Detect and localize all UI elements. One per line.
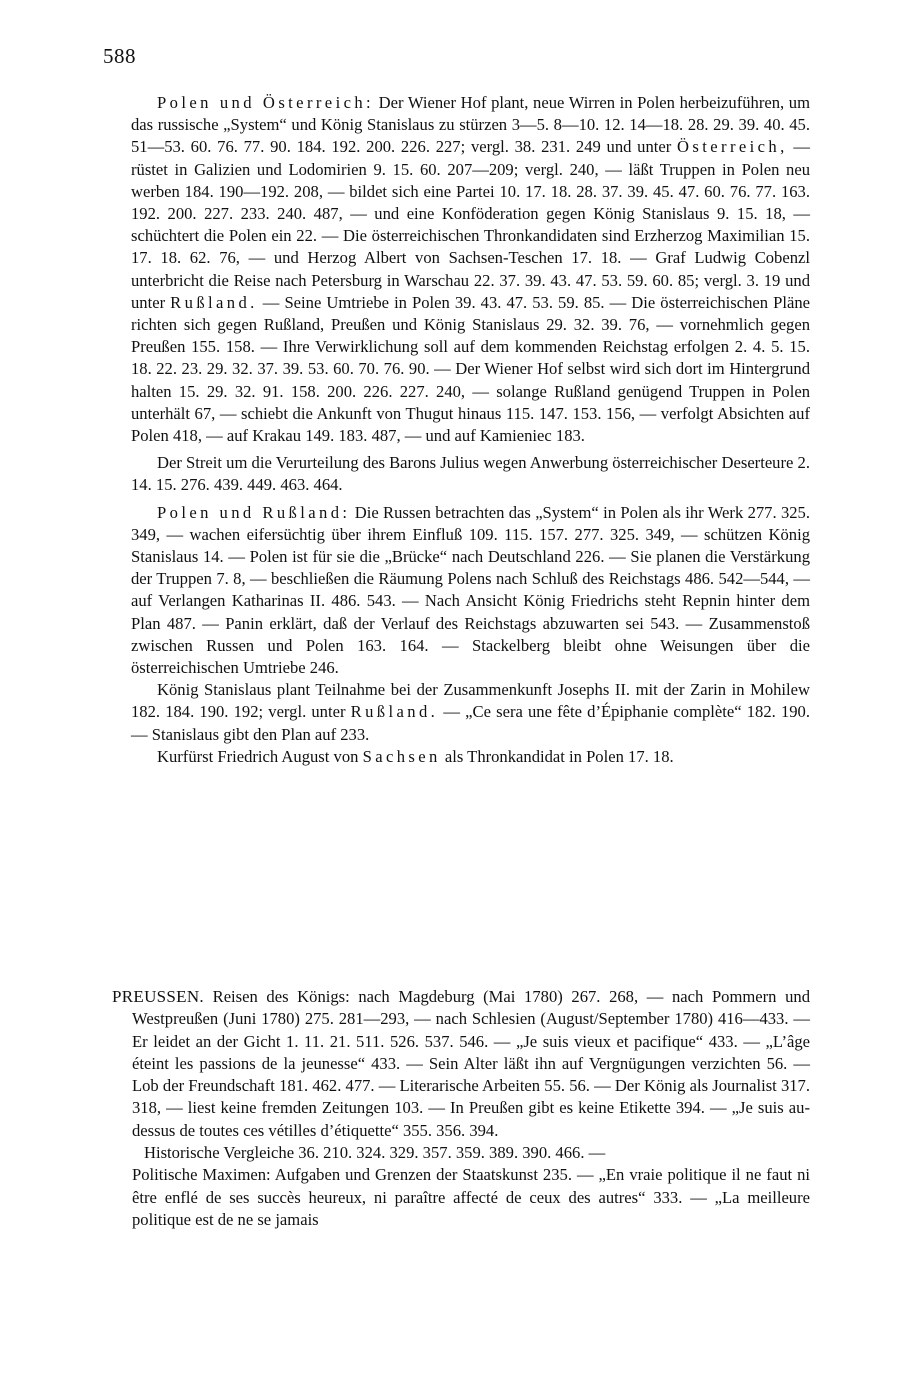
paragraph-text: — rüstet in Galizien und Lodomirien 9. 15. 60. 207—209; vergl. 240, — läßt Truppen in Polen neu werben 184. 190—192. 208, — bildet sich eine Partei 10. 17. 18. 28. 37. 39. 45. 47. 60. 76. 77. 163. 192. 200. 227. 233. 240. 487, — und eine Konföderation gegen König Stanislaus 9. 15. 18, — schüchtert die Polen ein 22. — Die österreichischen Thronkandidaten sind Erzherzog Maximilian 15. 17. 18. 62. 76, — und Herzog Albert von Sachsen-Teschen 17. 18. — Graf Ludwig Cobenzl unterbricht die Reise nach Petersburg in Warschau 22. 37. 39. 43. 47. 53. 59. 60. 85; vergl. 3. 19 und unter bbox=[131, 137, 810, 312]
paragraph-text: König Stanislaus plant Teilnahme bei der Zusammenkunft Josephs II. mit der Zarin in Mohilew 182. 184. 190. 192; vergl. unter bbox=[131, 680, 810, 722]
paragraph-text: Die Russen betrachten das „System“ in Polen als ihr Werk 277. 325. 349, — wachen eifersüchtig über ihrem Einfluß 109. 115. 157. 277. 325. 349, — schützen König Stanislaus 14. — Polen ist für sie die „Brücke“ nach Deutschland 226. — Sie planen die Verstärkung der Truppen 7. 8, — beschließen die Räumung Polens nach Schluß des Reichstags 486. 542—544, — auf Verlangen Katharinas II. 486. 543. — Nach Ansicht König Friedrichs steht Repnin hinter dem Plan 487. — Panin erklärt, daß der Verlauf des Reichstags abzuwarten sei 543. — Zusammenstoß zwischen Russen und Polen 163. 164. — Stackelberg bleibt ohne Weisungen über die österreichischen Umtriebe 246. bbox=[131, 502, 810, 678]
entry-preussen bbox=[112, 986, 810, 1231]
cross-reference: Österreich, bbox=[677, 137, 788, 157]
paragraph-polen-russland bbox=[131, 502, 810, 680]
paragraph-text: — „Ce sera une fête d’Épiphanie complète“ 182. 190. — Stanislaus gibt den Plan auf 233. bbox=[131, 702, 810, 744]
section-label-russland: Polen und Rußland: bbox=[157, 502, 351, 522]
paragraph-text: — Seine Umtriebe in Polen 39. 43. 47. 53. 59. 85. — Die österreichischen Pläne richten sich gegen Rußland, Preußen und König Stanislaus 29. 32. 39. 76, — vornehmlich gegen Preußen 155. 158. — Ihre Verwirklichung soll auf dem kommenden Reichstag erfolgen 2. 4. 5. 15. 18. 22. 23. 29. 32. 37. 39. 53. 60. 70. 76. 90. — Der Wiener Hof selbst wird sich dort im Hintergrund halten 15. 29. 32. 91. 158. 200. 226. 227. 240, — solange Rußland genügend Truppen in Polen unterhält 67, — schiebt die Ankunft von Thugut hinaus 115. 147. 153. 156, — verfolgt Absichten auf Polen 418, — auf Krakau 149. 183. 487, — und auf Kamieniec 183. bbox=[131, 292, 810, 446]
paragraph-text: Der Wiener Hof plant, neue Wirren in Polen herbeizuführen, um das russische „System“ und König Stanislaus zu stürzen 3—5. 8—10. 12. 14—18. 28. 29. 39. 40. 45. 51—53. 60. 76. 77. 90. 184. 192. 200. 226. 227; vergl. 38. 231. 249 und unter bbox=[131, 93, 811, 157]
paragraph-streit: Der Streit um die Verurteilung des Barons Julius wegen Anwerbung österreichischer Deserteure 2. 14. 15. 276. 439. 449. 463. 464. bbox=[131, 453, 810, 495]
index-body bbox=[131, 92, 810, 768]
paragraph-text: Reisen des Königs: nach Magdeburg (Mai 1780) 267. 268, — nach Pommern und Westpreußen (Juni 1780) 275. 281—293, — nach Schlesien (August/September 1780) 416—433. — Er leidet an der Gicht 1. 11. 21. 511. 526. 537. 546. — „Je suis vieux et pacifique“ 433. — „L’âge éteint les passions de la jeunesse“ 433. — Sein Alter läßt ihn auf Vergnügungen verzichten 56. — Lob der Freundschaft 181. 462. 477. — Literarische Arbeiten 55. 56. — Der König als Journalist 317. 318, — liest keine fremden Zeitungen 103. — In Preußen gibt es keine Etikette 394. — „Je suis au-dessus de toutes ces vétilles d’étiquette“ 355. 356. 394. bbox=[132, 987, 810, 1140]
page-number: 588 bbox=[103, 44, 136, 68]
paragraph-polen-oesterreich bbox=[131, 92, 810, 447]
paragraph-text: als Thronkandidat in Polen 17. 18. bbox=[440, 746, 674, 766]
cross-reference: Rußland. bbox=[350, 702, 439, 722]
paragraph-stanislaus bbox=[131, 679, 810, 746]
paragraph-kurfuerst bbox=[131, 746, 810, 768]
paragraph-preussen-politisch: Politische Maximen: Aufgaben und Grenzen der Staatskunst 235. — „En vraie politique il ne faut ni être enflé de ses succès heureux, ni paraître affecté de ceux des autres“ 333. — „La meilleure politique est de ne se jamais bbox=[132, 1165, 810, 1229]
paragraph-text: Kurfürst Friedrich August von bbox=[157, 746, 363, 766]
paragraph-preussen-historisch: Historische Vergleiche 36. 210. 324. 329. 357. 359. 389. 390. 466. — bbox=[144, 1143, 606, 1163]
cross-reference: Sachsen bbox=[362, 746, 441, 766]
cross-reference: Rußland. bbox=[170, 292, 258, 312]
headword-preussen: PREUSSEN. bbox=[112, 987, 204, 1006]
section-label-oesterreich: Polen und Österreich: bbox=[157, 93, 375, 112]
paragraph-preussen-reisen bbox=[112, 986, 810, 1142]
